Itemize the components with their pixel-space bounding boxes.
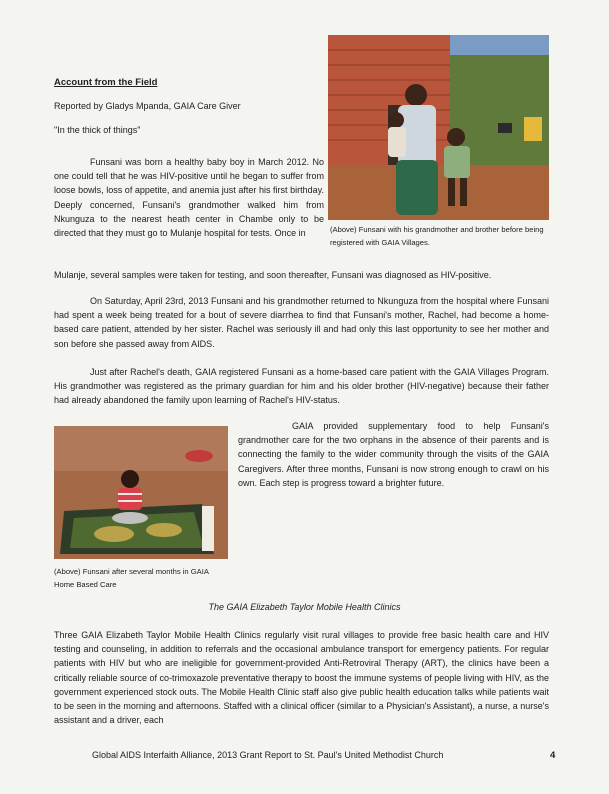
photo-caption-1: (Above) Funsani with his grandmother and brother before being registered with GAIA Villages. bbox=[330, 225, 544, 247]
paragraph-5: Three GAIA Elizabeth Taylor Mobile Health Clinics regularly visit rural villages to provide free basic health care and HIV testing and counseling, in addition to referrals and the occasional ambulance transport for emergency patients. For regular patients with HIV but who are ineligible for government-provided Anti-Retroviral Therapy (ART), the clinics have been a critically reliable source of co-trimoxazole preventative therapy to boost the immune systems of people living with HIV, as the government experienced stock outs. The Mobile Health Clinic staff also give public health education talks while patients wait to be seen in the morning and afternoons. Staffed with a clinical officer (similar to a Physician's Assistant), a nurse, a nurse's assistant and a driver, each bbox=[54, 630, 549, 726]
paragraph-2: On Saturday, April 23rd, 2013 Funsani and his grandmother returned to Nkunguza from the hospital where Funsani had spent a week being treated for a bout of severe diarrhea to find that Funsani's mother, Rachel, had become a home-based care patient, attended by her sister. Rachel was seriously ill and had only this last opportunity to see her mother and son before she passed away from AIDS. bbox=[54, 296, 549, 349]
photo-grandmother-and-children bbox=[328, 35, 549, 220]
article-heading: Account from the Field bbox=[54, 77, 158, 88]
photo-caption-2: (Above) Funsani after several months in GAIA Home Based Care bbox=[54, 567, 209, 589]
section-subtitle: The GAIA Elizabeth Taylor Mobile Health Clinics bbox=[208, 602, 401, 612]
page-footer: Global AIDS Interfaith Alliance, 2013 Grant Report to St. Paul's United Methodist Church bbox=[92, 750, 444, 760]
paragraph-3: Just after Rachel's death, GAIA registered Funsani as a home-based care patient with the GAIA Villages Program. His grandmother was registered as the primary guardian for him and his older brother (HIV-negative) because their father had already abandoned the family upon learning of Rachel's HIV-status. bbox=[54, 367, 549, 406]
paragraph-1: Funsani was born a healthy baby boy in March 2012. No one could tell that he was HIV-positive until he began to suffer from loose bowls, loss of appetite, and anemia just after his first birthday. Deeply concerned, Funsani's grandmother walked him from Nkunguza to the nearest heath center in Chambe only to be directed that they must go to Mulanje hospital for tests. Once in bbox=[54, 157, 324, 239]
article-byline: Reported by Gladys Mpanda, GAIA Care Giver bbox=[54, 101, 241, 111]
paragraph-4: GAIA provided supplementary food to help Funsani's grandmother care for the two orphans in the absence of their parents and is connecting the family to the wider community through the visits of the GAIA Caregivers. After three months, Funsani is now strong enough to crawl on his own. Each step is progress toward a brighter future. bbox=[238, 421, 549, 488]
paragraph-1-continued: Mulanje, several samples were taken for testing, and soon thereafter, Funsani was diagnosed as HIV-positive. bbox=[54, 270, 492, 280]
page-number: 4 bbox=[550, 750, 556, 761]
article-quote: "In the thick of things" bbox=[54, 125, 141, 135]
photo-funsani-sitting bbox=[54, 426, 228, 559]
